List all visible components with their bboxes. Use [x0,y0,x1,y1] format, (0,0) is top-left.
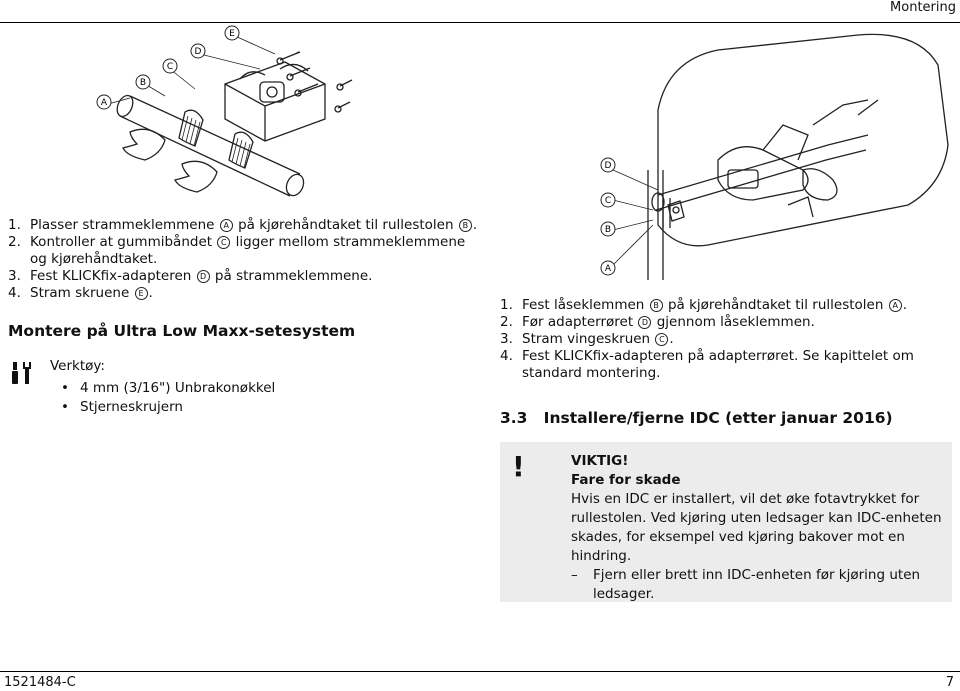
callout-c [163,59,177,73]
section-heading-ultra-low-maxx: Montere på Ultra Low Maxx-setesystem [8,322,356,340]
list-item: 2. Før adapterrøret D gjennom låseklemmen. [500,314,815,330]
list-item: 4. Fest KLICKfix-adapteren på adapterrøret. Se kapittelet om standard montering. [500,348,914,381]
section-heading-install-idc [500,409,893,427]
tools-icon [10,360,36,386]
right-steps-list [500,297,950,382]
list-item: • Stjerneskrujern [61,399,183,415]
exclamation-icon: ! [512,450,525,483]
svg-text:A: A [100,98,108,108]
callout-d [191,44,205,58]
list-item: 2. Kontroller at gummibåndet C ligger mellom strammeklemmene og kjørehåndtaket. [8,234,466,267]
svg-text:A: A [604,264,612,274]
callout-a [97,95,111,109]
page-number: 7 [945,675,954,690]
callout-b [601,222,615,236]
svg-text:D: D [604,161,612,171]
tools-label: Verktøy: [50,358,105,374]
callout-e [225,26,239,40]
clamp-assembly-illustration [90,24,470,214]
header-divider [0,22,960,23]
notice-action-item: – Fjern eller brett inn IDC-enheten før kjøring uten ledsager. [571,567,921,602]
svg-text:C: C [604,196,612,206]
tools-list [50,379,275,417]
list-item: 1. Fest låseklemmen B på kjørehåndtaket til rullestolen A . [500,297,908,313]
svg-text:B: B [604,225,612,235]
warning-notice [500,442,952,602]
notice-label: VIKTIG! [571,453,629,469]
callout-a [601,261,615,275]
callout-d [601,158,615,172]
list-item: 3. Stram vingeskruen C . [500,331,674,347]
document-number: 1521484-C [4,675,76,690]
list-item: 4. Stram skruene E . [8,285,153,301]
callout-c [601,193,615,207]
ultra-low-maxx-illustration [588,30,960,292]
callout-b [136,75,150,89]
page-header-title: Montering [890,0,956,15]
svg-text:C: C [166,62,174,72]
section-number: 3.3 [500,409,528,427]
svg-text:E: E [229,29,235,39]
list-item: • 4 mm (3/16") Unbrakonøkkel [61,380,276,396]
footer-divider [0,671,960,672]
list-item: 3. Fest KLICKfix-adapteren D på strammeklemmene. [8,268,373,284]
left-steps-list [8,217,478,302]
notice-text: Hvis en IDC er installert, vil det øke fotavtrykket for rullestolen. Ved kjøring uten ledsager kan IDC-enheten skades, for eksempel ved kjøring bakover mot en hindring. [571,491,942,564]
list-item: 1. Plasser strammeklemmene A på kjørehåndtaket til rullestolen B . [8,217,478,233]
svg-text:D: D [194,47,202,57]
section-title: Installere/fjerne IDC (etter januar 2016) [543,409,893,427]
svg-text:B: B [139,78,147,88]
notice-heading: Fare for skade [571,472,681,488]
